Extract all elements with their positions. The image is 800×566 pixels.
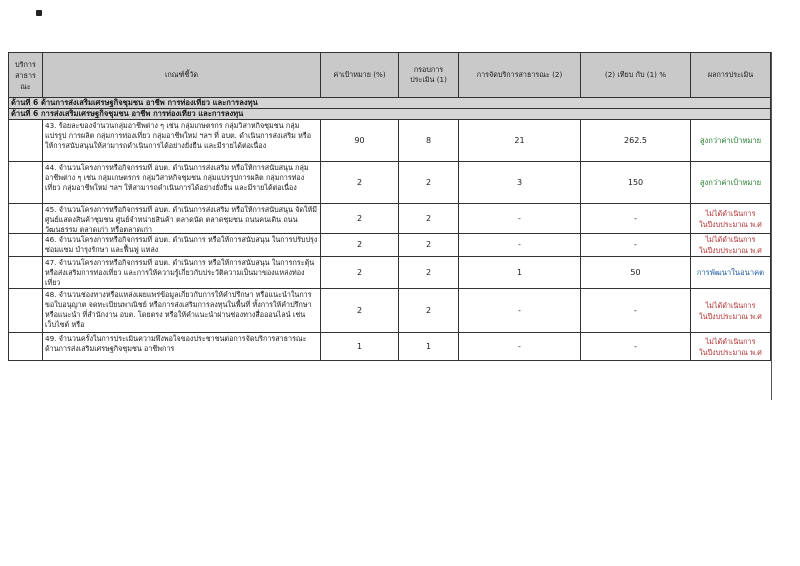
service-cell	[9, 333, 43, 361]
public-service-cell: -	[459, 289, 581, 333]
criteria-text: 45. จำนวนโครงการหรือกิจกรรมที่ อบต. ดำเนินการส่งเสริม หรือให้การสนับสนุน จัดให้มีศูนย์แสดงสินค้าชุมชน ศูนย์จำหน่ายสินค้า ตลาดนัด ตลาดชุมชน ถนนคนเดิน ถนนวัฒนธรรม ตลาดเก่า หรือตลาดเก่า	[45, 204, 318, 233]
result-cell	[691, 257, 771, 289]
scope-cell: 1	[399, 333, 459, 361]
service-cell	[9, 257, 43, 289]
scope-cell: 2	[399, 204, 459, 234]
criteria-cell	[43, 234, 321, 257]
result-text: ในปีงบประมาณ พ.ศ	[699, 246, 762, 255]
page-margin-line	[771, 52, 772, 400]
target-cell: 2	[321, 234, 399, 257]
public-service-cell: -	[459, 333, 581, 361]
compare-cell: -	[581, 333, 691, 361]
section-row	[9, 98, 771, 109]
result-text: ไม่ได้ดำเนินการ	[705, 336, 756, 346]
public-service-cell: -	[459, 234, 581, 257]
compare-cell: -	[581, 289, 691, 333]
table-row	[9, 204, 771, 234]
scope-cell: 8	[399, 120, 459, 162]
criteria-text: 48. จำนวนช่องทางหรือแหล่งเผยแพร่ข้อมูลเกี่ยวกับการให้คำปรึกษา หรือแนะนำในการ ขอใบอนุญาต จดทะเบียนพาณิชย์ หรือการส่งเสริมการลงทุนในพื้นที่ ทั้งการให้คำปรึกษา หรือแนะนำ ที่สำนักงาน อบต. โดยตรง หรือให้คำแนะนำผ่านช่องทางสื่อออนไลน์ เช่น เว็บไซต์ หรือ	[45, 289, 312, 329]
criteria-text: 44. จำนวนโครงการหรือกิจกรรมที่ อบต. ดำเนินการส่งเสริม หรือให้การสนับสนุน กลุ่มอาชีพต่าง ๆ เช่น กลุ่มเกษตรกร กลุ่มวิสาหกิจชุมชน กลุ่มแปรรูปการผลิต กลุ่มการท่องเที่ยว กลุ่มอาชีพใหม่ ฯลฯ ให้สามารถดำเนินการได้อย่างยั่งยืน และมีรายได้ต่อเนื่อง	[45, 162, 309, 192]
result-text: ไม่ได้ดำเนินการ	[705, 208, 756, 218]
compare-cell: 150	[581, 162, 691, 204]
public-service-cell: 21	[459, 120, 581, 162]
public-service-cell: 1	[459, 257, 581, 289]
scope-cell: 2	[399, 234, 459, 257]
criteria-text: 47. จำนวนโครงการหรือกิจกรรมที่ อบต. ดำเนินการ หรือให้การสนับสนุน ในการกระตุ้น หรือส่งเสริมการท่องเที่ยว และการให้ความรู้เกี่ยวกับประวัติความเป็นมาของแหล่งท่องเที่ยว	[45, 257, 315, 287]
criteria-cell	[43, 120, 321, 162]
table-row	[9, 289, 771, 333]
page-corner-mark	[36, 10, 42, 16]
result-cell	[691, 234, 771, 257]
result-text: ในปีงบประมาณ พ.ศ	[699, 219, 762, 229]
scope-cell: 2	[399, 289, 459, 333]
result-text: สูงกว่าค่าเป้าหมาย	[699, 177, 762, 187]
header-scope: กรอบการ ประเมิน (1)	[399, 53, 459, 98]
result-text: การพัฒนาในอนาคต	[696, 267, 765, 277]
section-subtitle: ด้านที่ 6 การส่งเสริมเศรษฐกิจชุมชน อาชีพ การท่องเที่ยว และการลงทุน	[9, 109, 771, 120]
public-service-cell: -	[459, 204, 581, 234]
target-cell: 2	[321, 289, 399, 333]
table-row	[9, 162, 771, 204]
section-title: ด้านที่ 6 ด้านการส่งเสริมเศรษฐกิจชุมชน อาชีพ การท่องเที่ยว และการลงทุน	[9, 98, 771, 109]
result-cell	[691, 162, 771, 204]
evaluation-table	[8, 52, 771, 361]
public-service-cell: 3	[459, 162, 581, 204]
result-text: ในปีงบประมาณ พ.ศ	[699, 311, 762, 321]
criteria-cell	[43, 257, 321, 289]
table-row	[9, 333, 771, 361]
criteria-cell	[43, 289, 321, 333]
header-service: บริการ สาธาร ณะ	[9, 53, 43, 98]
criteria-cell	[43, 162, 321, 204]
service-cell	[9, 289, 43, 333]
service-cell	[9, 120, 43, 162]
target-cell: 2	[321, 162, 399, 204]
result-text: สูงกว่าค่าเป้าหมาย	[699, 135, 762, 145]
target-cell: 2	[321, 257, 399, 289]
criteria-text: 49. จำนวนครั้งในการประเมินความพึงพอใจของประชาชนต่อการจัดบริการสาธารณะ ด้านการส่งเสริมเศรษฐกิจชุมชน อาชีพการ	[45, 333, 307, 353]
criteria-cell	[43, 204, 321, 234]
result-text: ไม่ได้ดำเนินการ	[705, 235, 756, 244]
compare-cell: 50	[581, 257, 691, 289]
service-cell	[9, 204, 43, 234]
result-text: ไม่ได้ดำเนินการ	[705, 300, 756, 310]
header-criteria: เกณฑ์ชี้วัด	[43, 53, 321, 98]
table-row	[9, 234, 771, 257]
result-cell	[691, 333, 771, 361]
table-row	[9, 120, 771, 162]
target-cell: 2	[321, 204, 399, 234]
criteria-cell	[43, 333, 321, 361]
result-cell	[691, 204, 771, 234]
compare-cell: -	[581, 234, 691, 257]
target-cell: 1	[321, 333, 399, 361]
scope-cell: 2	[399, 257, 459, 289]
service-cell	[9, 162, 43, 204]
service-cell	[9, 234, 43, 257]
header-public-service: การจัดบริการสาธารณะ (2)	[459, 53, 581, 98]
criteria-text: 43. ร้อยละของจำนวนกลุ่มอาชีพต่าง ๆ เช่น กลุ่มเกษตรกร กลุ่มวิสาหกิจชุมชน กลุ่มแปรรูป การผลิต กลุ่มการท่องเที่ยว กลุ่มอาชีพใหม่ ฯลฯ ที่ อบต. ดำเนินการส่งเสริม หรือให้การสนับสนุนให้สามารถดำเนินการได้อย่างยั่งยืน และมีรายได้ต่อเนื่อง	[45, 120, 312, 150]
header-compare: (2) เทียบ กับ (1) %	[581, 53, 691, 98]
criteria-text: 46. จำนวนโครงการหรือกิจกรรมที่ อบต. ดำเนินการ หรือให้การสนับสนุน ในการปรับปรุง ซ่อมแซม บำรุงรักษา และฟื้นฟู แหล่ง	[45, 235, 318, 254]
header-result: ผลการประเมิน	[691, 53, 771, 98]
compare-cell: 262.5	[581, 120, 691, 162]
target-cell: 90	[321, 120, 399, 162]
header-row	[9, 53, 771, 98]
result-text: ในปีงบประมาณ พ.ศ	[699, 347, 762, 357]
result-cell	[691, 289, 771, 333]
result-cell	[691, 120, 771, 162]
section-row	[9, 109, 771, 120]
header-target: ค่าเป้าหมาย (%)	[321, 53, 399, 98]
table-row	[9, 257, 771, 289]
compare-cell: -	[581, 204, 691, 234]
scope-cell: 2	[399, 162, 459, 204]
